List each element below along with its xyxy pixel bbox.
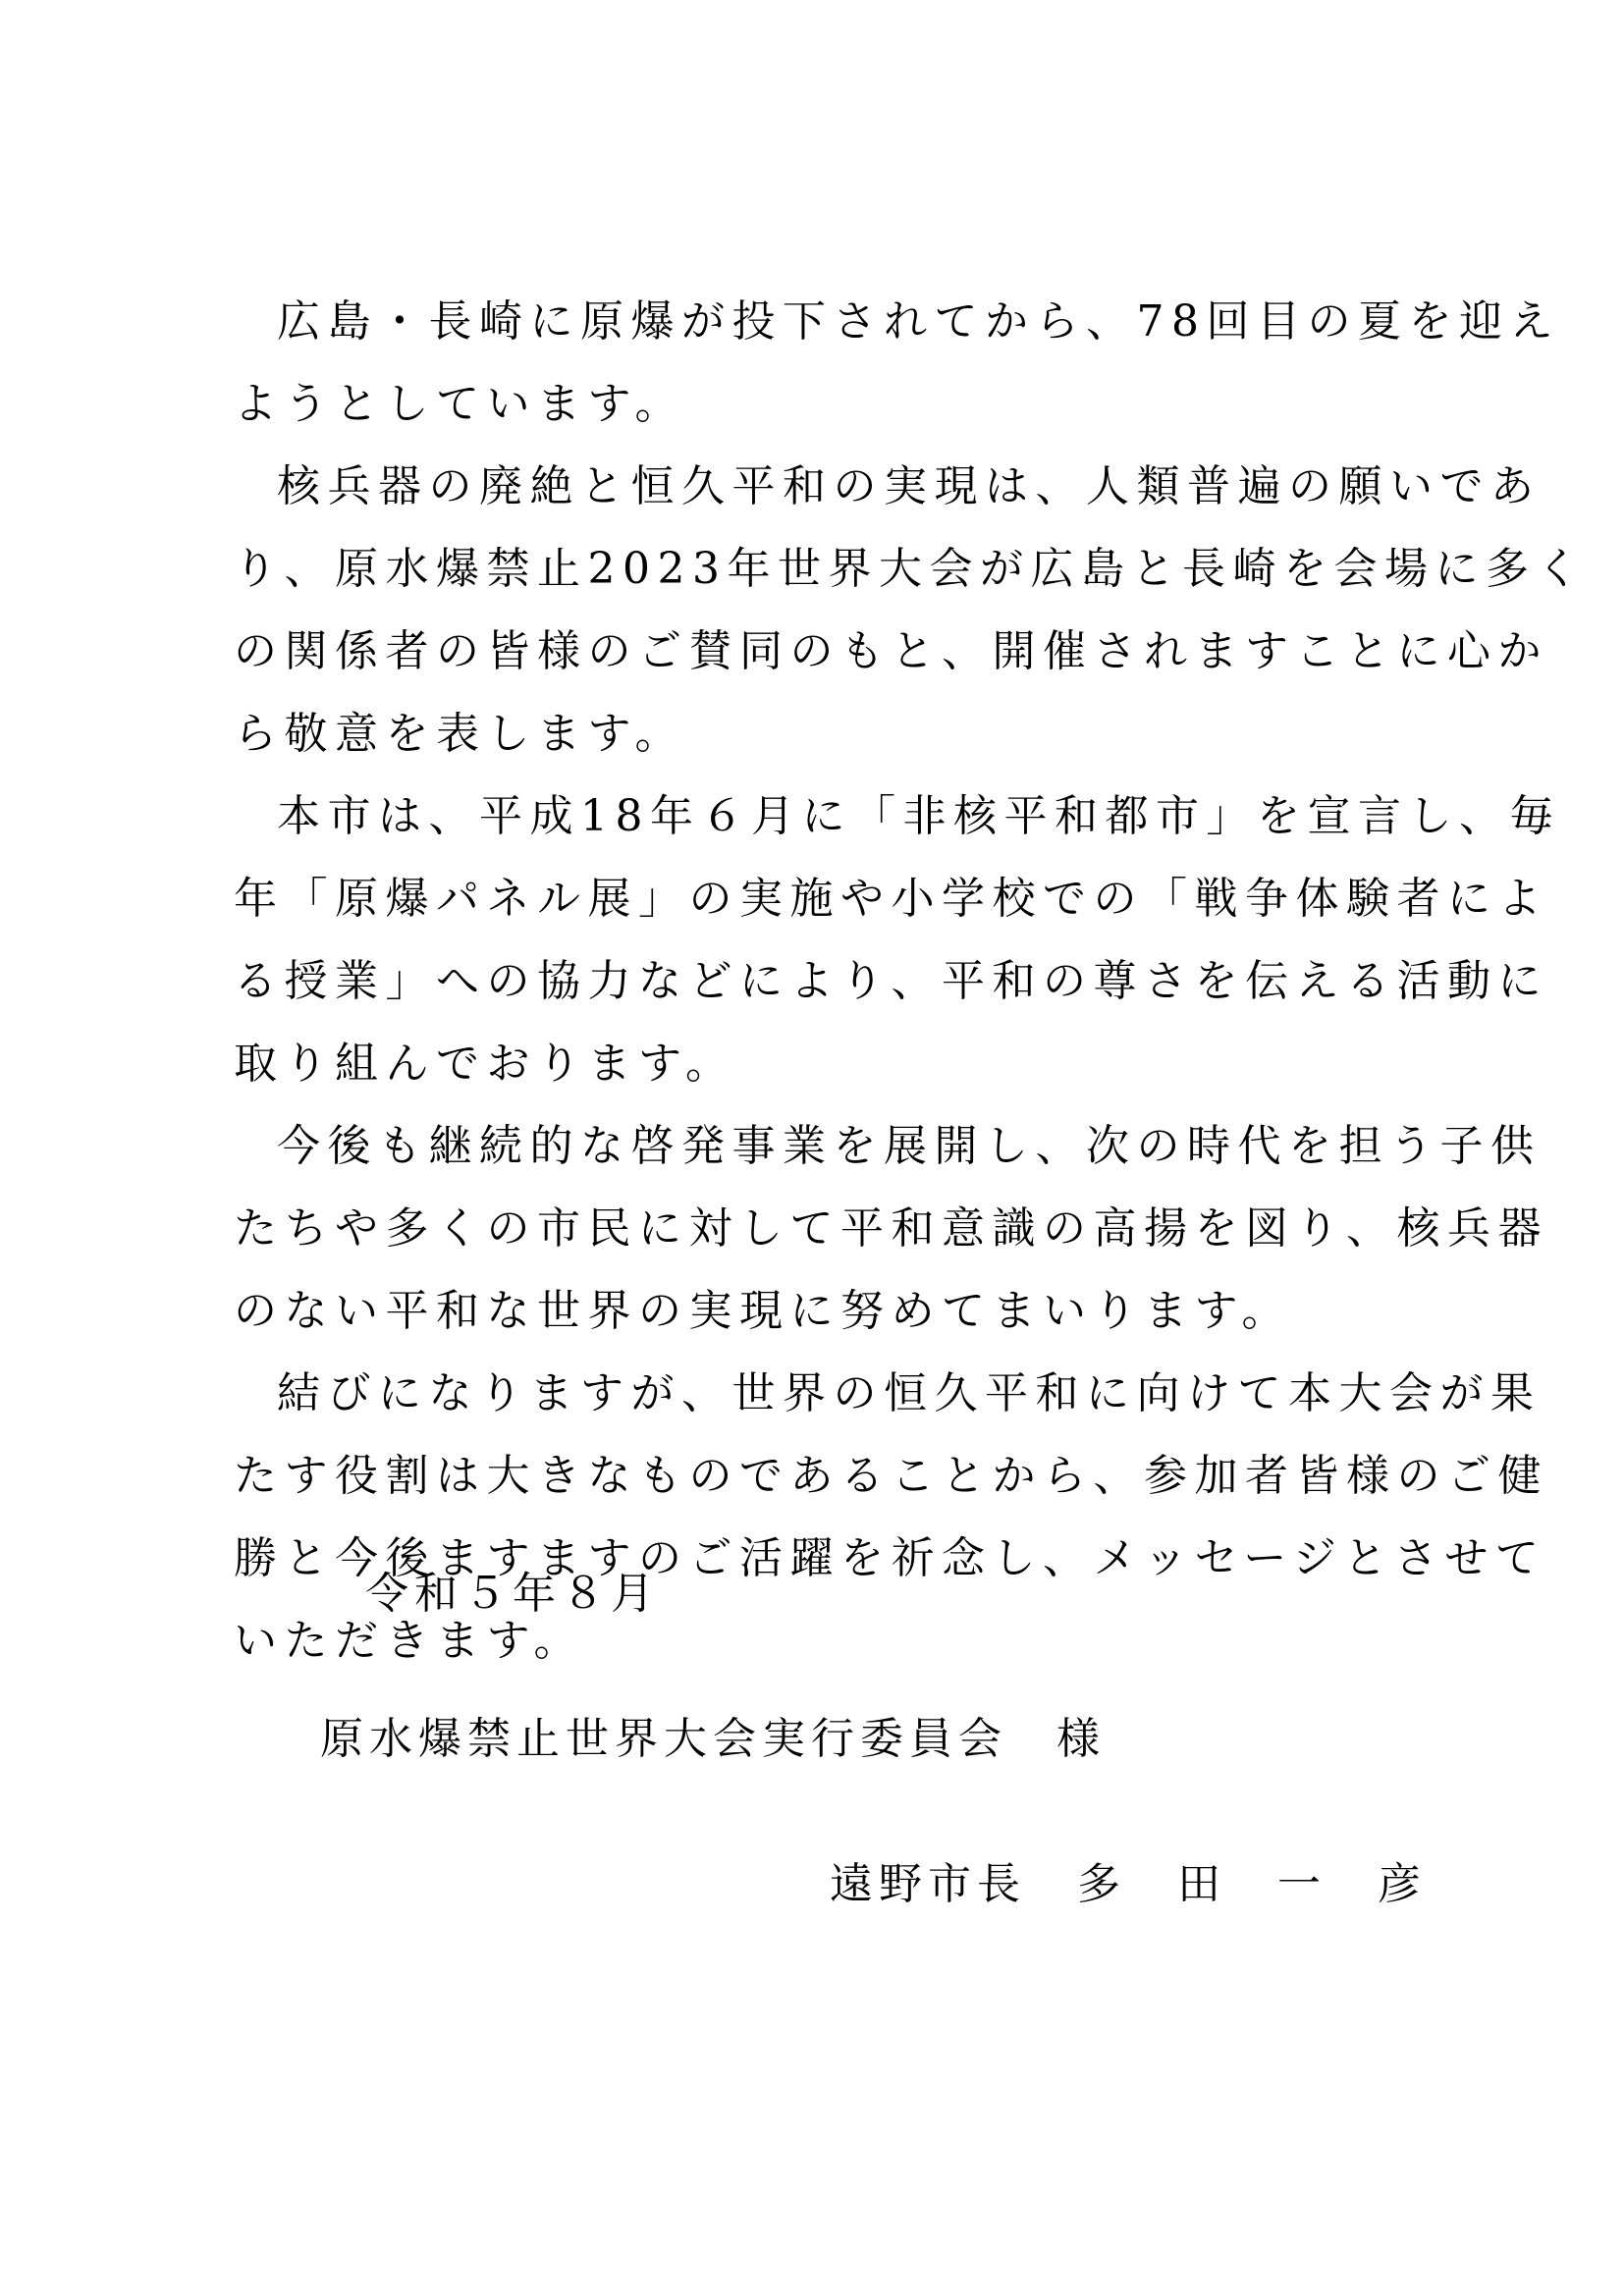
paragraph-2-line-2: り、原水爆禁止2023年世界大会が広島と長崎を会場に多く <box>234 544 1587 594</box>
paragraph-2-line-4: ら敬意を表します。 <box>234 709 685 759</box>
letter-signature <box>830 1855 1442 1914</box>
paragraph-3-line-2: 年「原爆パネル展」の実施や小学校での「戦争体験者によ <box>234 874 1548 924</box>
letter-date: 令和５年８月 <box>365 1569 660 1619</box>
paragraph-1-line-1: 広島・長崎に原爆が投下されてから、78回目の夏を迎え <box>277 296 1560 347</box>
letter-addressee: 原水爆禁止世界大会実行委員会 様 <box>320 1714 1106 1764</box>
signature-title: 遠野市長 <box>830 1859 1026 1909</box>
paragraph-5-line-4: いただきます。 <box>234 1616 584 1666</box>
signature-name: 多 田 一 彦 <box>1077 1859 1442 1909</box>
paragraph-4-line-1: 今後も継続的な啓発事業を展開し、次の時代を担う子供 <box>277 1121 1542 1171</box>
paragraph-1-line-2: ようとしています。 <box>234 379 685 429</box>
paragraph-3-line-3: る授業」への協力などにより、平和の尊さを伝える活動に <box>234 956 1548 1006</box>
paragraph-2-line-1: 核兵器の廃絶と恒久平和の実現は、人類普遍の願いであ <box>277 461 1542 511</box>
paragraph-2-line-3: の関係者の皆様のご賛同のもと、開催されますことに心か <box>234 626 1548 676</box>
paragraph-5-line-3: 勝と今後ますますのご活躍を祈念し、メッセージとさせて <box>234 1533 1546 1583</box>
paragraph-4-line-3: のない平和な世界の実現に努めてまいります。 <box>234 1286 1292 1336</box>
paragraph-4-line-2: たちや多くの市民に対して平和意識の高揚を図り、核兵器 <box>234 1203 1548 1254</box>
letter-body <box>234 281 1587 1682</box>
paragraph-5-line-2: たす役割は大きなものであることから、参加者皆様のご健 <box>234 1451 1548 1501</box>
paragraph-3-line-4: 取り組んでおります。 <box>234 1039 736 1089</box>
paragraph-3-line-1: 本市は、平成18年６月に「非核平和都市」を宣言し、毎 <box>277 791 1560 841</box>
paragraph-5-line-1: 結びになりますが、世界の恒久平和に向けて本大会が果 <box>277 1368 1542 1418</box>
